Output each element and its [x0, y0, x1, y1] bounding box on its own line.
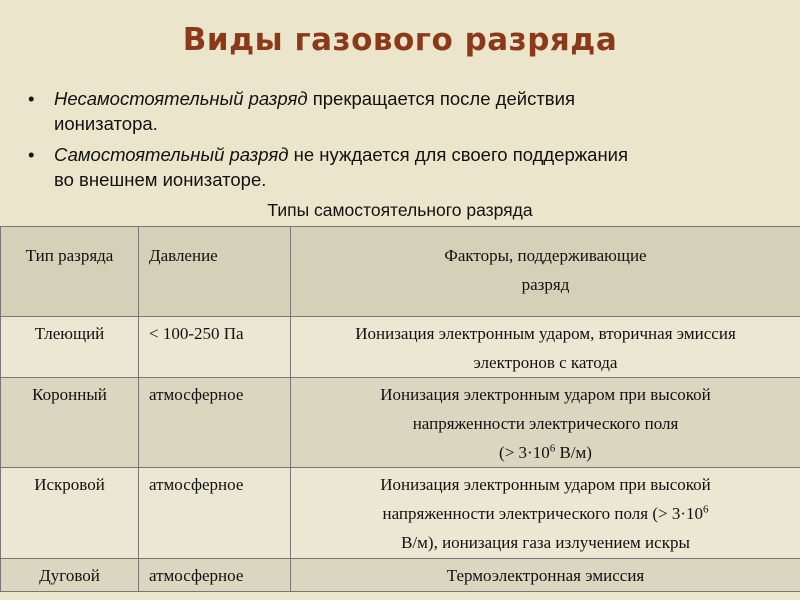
- header-type: Тип разряда: [1, 227, 139, 317]
- factors-text: В/м): [555, 443, 592, 462]
- factors-exponent: 6: [549, 442, 556, 455]
- cell-type: Коронный: [1, 378, 139, 468]
- bullet-text: прекращается после действия: [307, 88, 575, 109]
- factors-text: (> 3·10: [499, 443, 550, 462]
- cell-factors: [291, 378, 800, 468]
- bullet-text-continued: во внешнем ионизаторе.: [54, 169, 267, 190]
- slide-title: Виды газового разряда: [182, 22, 618, 58]
- cell-type: Дуговой: [1, 559, 139, 592]
- factors-line: Ионизация электронным ударом при высокой: [380, 385, 711, 404]
- header-pressure: Давление: [139, 227, 291, 317]
- table-row: [1, 468, 800, 559]
- cell-factors: [291, 317, 800, 378]
- factors-line: Ионизация электронным ударом, вторичная эмиссия: [355, 324, 736, 343]
- factors-exponent: 6: [702, 503, 709, 516]
- cell-pressure: атмосферное: [139, 559, 291, 592]
- cell-pressure: < 100-250 Па: [139, 317, 291, 378]
- factors-line: [295, 438, 796, 467]
- bullet-item: [28, 86, 768, 136]
- cell-type: Тлеющий: [1, 317, 139, 378]
- cell-type: Искровой: [1, 468, 139, 559]
- cell-factors: [291, 468, 800, 559]
- bullet-text-continued: ионизатора.: [54, 113, 158, 134]
- cell-pressure: атмосферное: [139, 468, 291, 559]
- discharge-types-table: [0, 226, 800, 592]
- cell-pressure: атмосферное: [139, 378, 291, 468]
- header-factors-line: разряд: [521, 275, 570, 294]
- factors-line: Ионизация электронным ударом при высокой: [380, 475, 711, 494]
- factors-line: [295, 499, 796, 528]
- bullet-marker: •: [28, 88, 35, 109]
- bullet-marker: •: [28, 144, 35, 165]
- bullet-text: не нуждается для своего поддержания: [288, 144, 629, 165]
- table-header-row: [1, 227, 800, 317]
- factors-text: напряженности электрического поля (> 3·10: [382, 504, 703, 523]
- table-row: [1, 559, 800, 592]
- bullet-list: [28, 86, 768, 198]
- cell-factors: [291, 559, 800, 592]
- table-row: [1, 378, 800, 468]
- table-caption: Типы самостоятельного разряда: [267, 200, 533, 220]
- bullet-term: Самостоятельный разряд: [54, 144, 289, 165]
- factors-line: электронов с катода: [473, 353, 618, 372]
- factors-line: напряженности электрического поля: [412, 414, 679, 433]
- header-factors-line: Факторы, поддерживающие: [444, 246, 647, 265]
- table-row: [1, 317, 800, 378]
- factors-line: Термоэлектронная эмиссия: [446, 566, 645, 585]
- factors-line: В/м), ионизация газа излучением искры: [401, 533, 690, 552]
- header-factors: [291, 227, 800, 317]
- bullet-item: [28, 142, 768, 192]
- bullet-term: Несамостоятельный разряд: [54, 88, 308, 109]
